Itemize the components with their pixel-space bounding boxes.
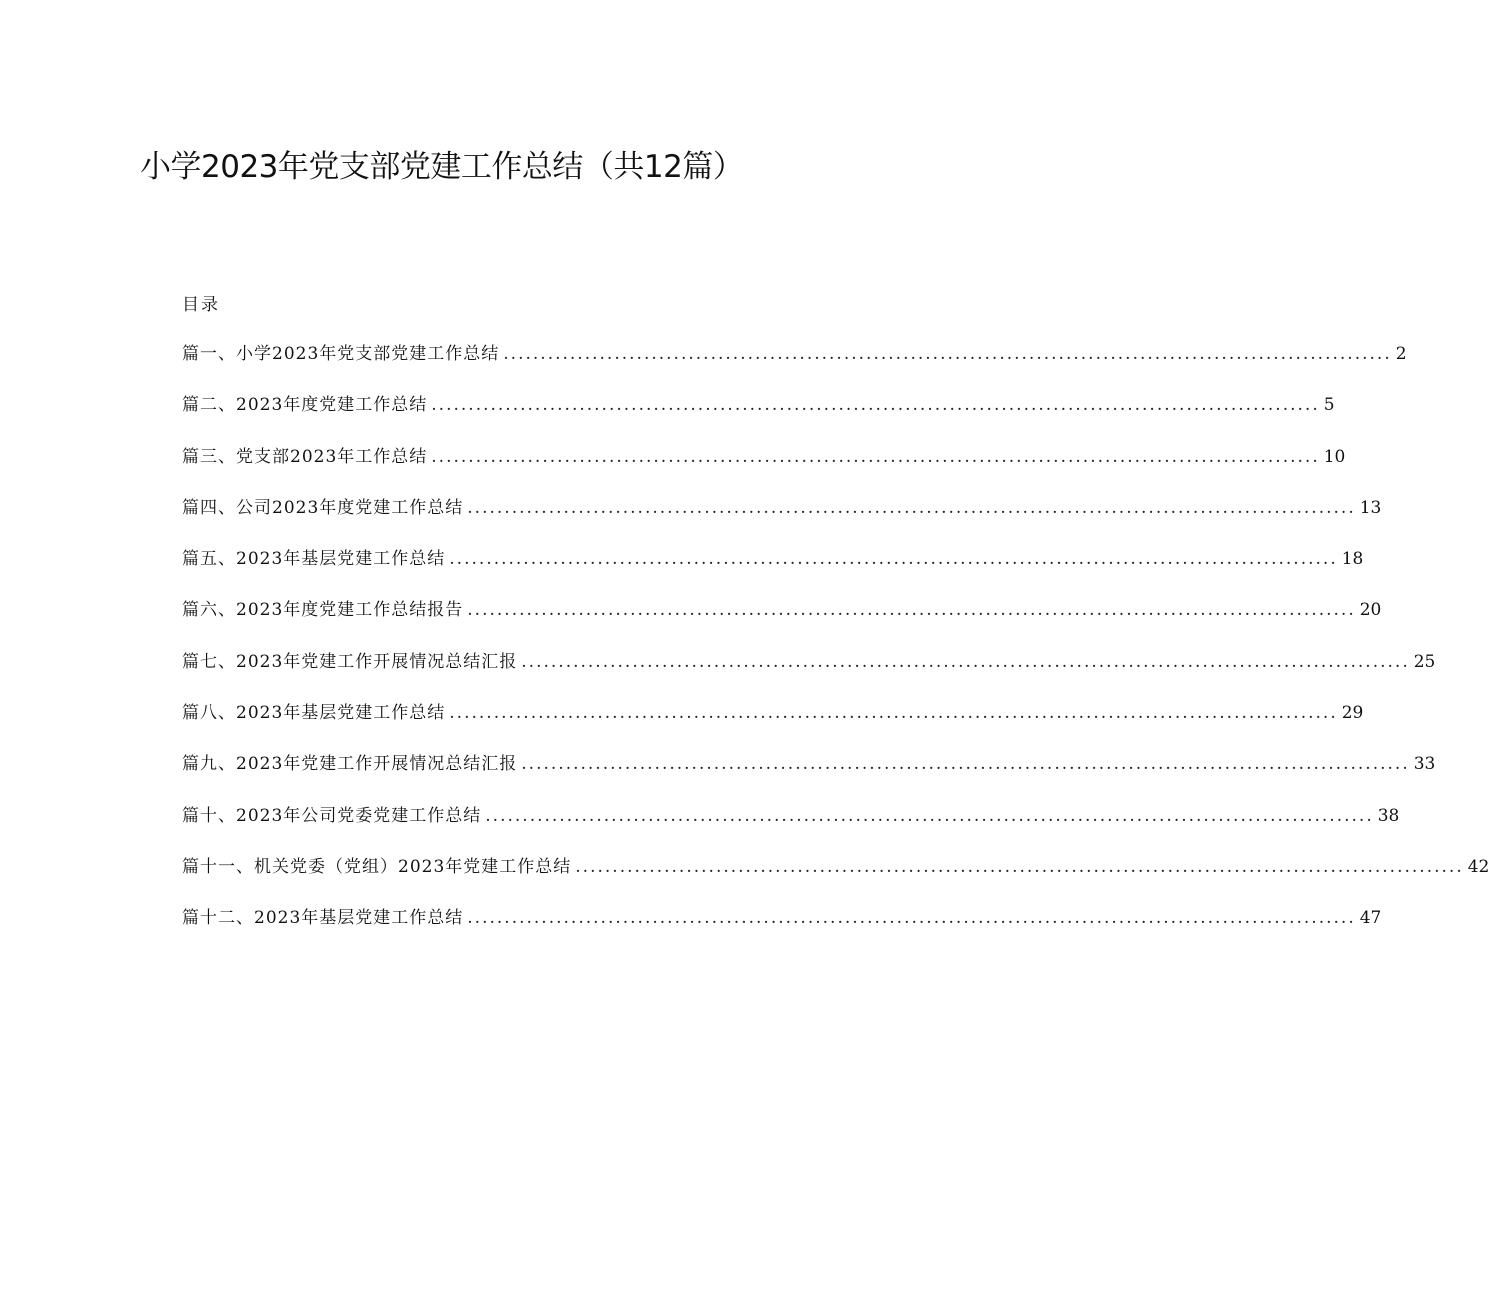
toc-entry-page: 38 (1377, 805, 1400, 826)
toc-entry-page: 18 (1341, 549, 1364, 570)
toc-dot-leader: ........................................................................................................................ (467, 497, 1356, 518)
toc-entry-label: 篇二、2023年度党建工作总结 (182, 395, 428, 416)
toc-dot-leader: ........................................................................................................................ (485, 805, 1374, 826)
toc-entry-label: 篇九、2023年党建工作开展情况总结汇报 (182, 754, 518, 775)
toc-entry[interactable] (182, 492, 1382, 543)
toc-entry-label: 篇十、2023年公司党委党建工作总结 (182, 805, 482, 826)
toc-entry-page: 42 (1467, 856, 1489, 877)
toc-dot-leader: ........................................................................................................................ (503, 344, 1392, 364)
toc-entry-label: 篇三、党支部2023年工作总结 (182, 446, 428, 467)
toc-entry-label: 篇五、2023年基层党建工作总结 (182, 549, 446, 570)
toc-entry-label: 篇十一、机关党委（党组）2023年党建工作总结 (182, 856, 572, 877)
toc-entry[interactable] (182, 543, 1364, 594)
toc-entry-label: 篇一、小学2023年党支部党建工作总结 (182, 344, 500, 364)
toc-entry-page: 25 (1413, 651, 1436, 672)
toc-dot-leader: ........................................................................................................................ (449, 703, 1338, 724)
toc-entry[interactable] (182, 389, 1335, 440)
toc-entry-page: 20 (1359, 600, 1382, 621)
table-of-contents (182, 338, 1489, 954)
toc-entry-label: 篇四、公司2023年度党建工作总结 (182, 497, 464, 518)
toc-entry-page: 5 (1323, 395, 1335, 416)
toc-entry[interactable] (182, 441, 1346, 492)
toc-entry-page: 13 (1359, 497, 1382, 518)
document-title: 小学2023年党支部党建工作总结（共12篇） (140, 149, 744, 185)
toc-dot-leader: ........................................................................................................................ (467, 600, 1356, 621)
toc-entry-page: 33 (1413, 754, 1436, 775)
toc-heading: 目录 (182, 295, 220, 315)
toc-dot-leader: ........................................................................................................................ (521, 651, 1410, 672)
toc-dot-leader: ........................................................................................................................ (575, 856, 1464, 877)
toc-dot-leader: ........................................................................................................................ (521, 754, 1410, 775)
toc-entry-label: 篇七、2023年党建工作开展情况总结汇报 (182, 651, 518, 672)
toc-entry[interactable] (182, 697, 1364, 748)
toc-entry-label: 篇六、2023年度党建工作总结报告 (182, 600, 464, 621)
toc-entry-page: 29 (1341, 703, 1364, 724)
toc-entry[interactable] (182, 646, 1436, 697)
toc-dot-leader: ........................................................................................................................ (467, 908, 1356, 929)
toc-entry-label: 篇八、2023年基层党建工作总结 (182, 703, 446, 724)
toc-entry[interactable] (182, 748, 1436, 799)
toc-entry[interactable] (182, 851, 1489, 902)
toc-entry[interactable] (182, 902, 1382, 953)
toc-dot-leader: ........................................................................................................................ (431, 446, 1320, 467)
toc-entry[interactable] (182, 800, 1400, 851)
toc-entry-page: 2 (1395, 344, 1407, 364)
toc-entry-label: 篇十二、2023年基层党建工作总结 (182, 908, 464, 929)
toc-dot-leader: ........................................................................................................................ (431, 395, 1320, 416)
toc-entry[interactable] (182, 594, 1382, 645)
toc-dot-leader: ........................................................................................................................ (449, 549, 1338, 570)
toc-entry-page: 10 (1323, 446, 1346, 467)
toc-entry[interactable] (182, 338, 1407, 389)
toc-entry-page: 47 (1359, 908, 1382, 929)
